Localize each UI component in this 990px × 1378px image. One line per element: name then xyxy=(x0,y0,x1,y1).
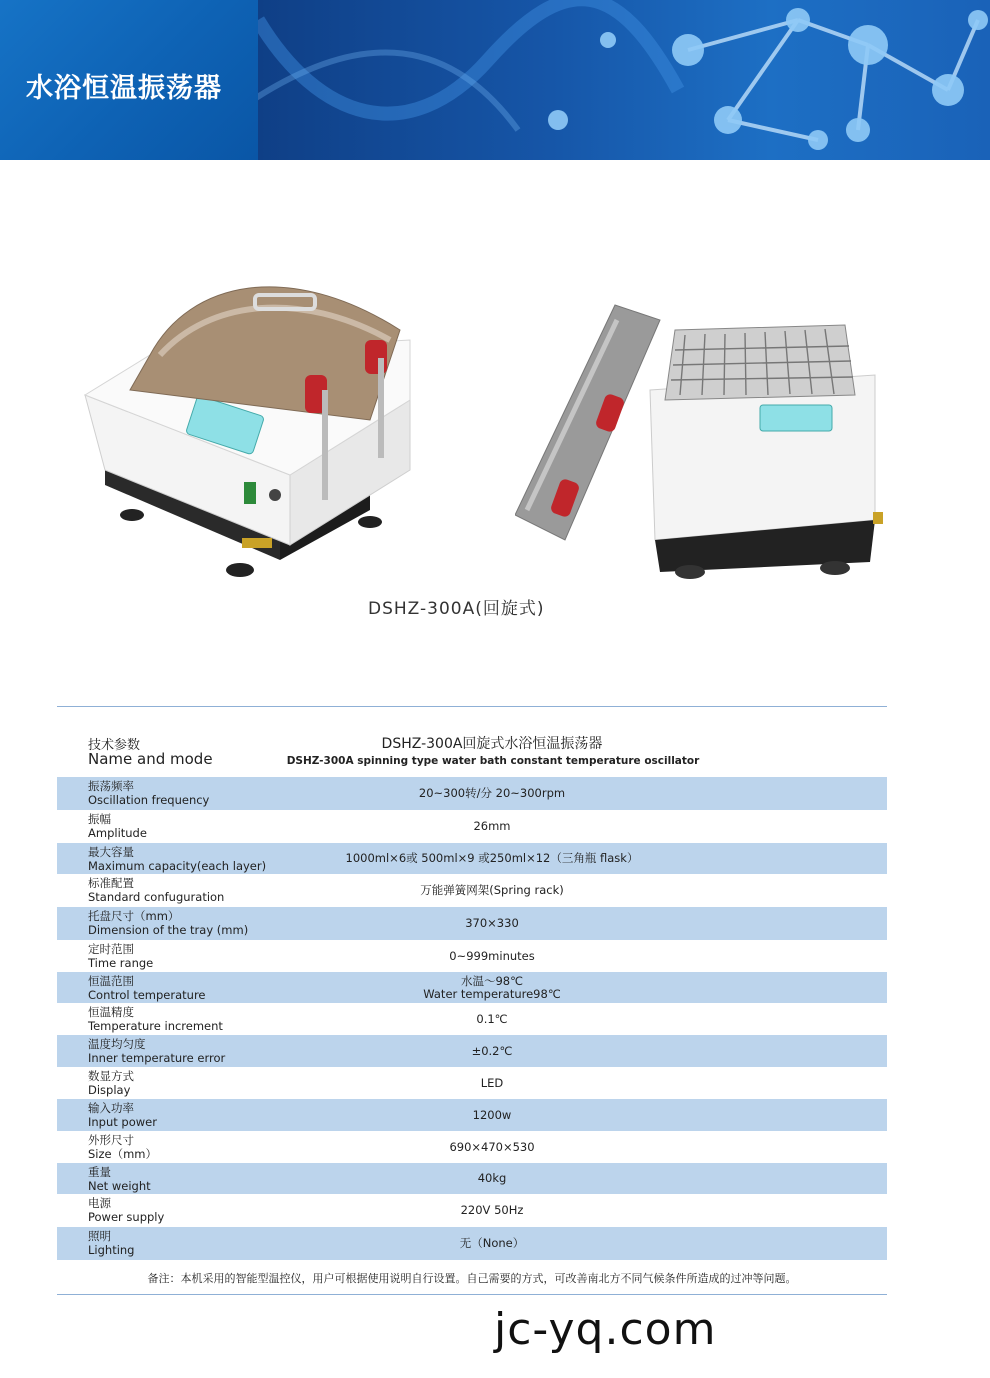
spec-header-label-cn: 技术参数 xyxy=(88,738,141,753)
spec-row-label: 外形尺寸 Size（mm） xyxy=(88,1133,158,1161)
spec-row-value: 40kg xyxy=(477,1171,507,1185)
spec-row-maximum-capacity xyxy=(57,843,887,874)
spec-row-label: 照明 Lighting xyxy=(88,1229,135,1257)
spec-row-label: 最大容量 Maximum capacity(each layer) xyxy=(88,845,267,873)
header-banner xyxy=(0,0,990,160)
table-bottom-rule xyxy=(57,1294,887,1295)
spec-row-value: 无（None） xyxy=(459,1236,525,1250)
spec-row-inner-temperature-error xyxy=(57,1035,887,1067)
product-photo-open xyxy=(515,300,905,590)
spec-row-value: 26mm xyxy=(473,819,511,833)
spec-row-label: 定时范围 Time range xyxy=(88,942,154,970)
spec-row-input-power xyxy=(57,1099,887,1131)
spec-row-oscillation-frequency xyxy=(57,777,887,810)
page-title: 水浴恒温振荡器 xyxy=(26,73,222,104)
spec-row-value: 水温～98℃ Water temperature98℃ xyxy=(423,973,561,1001)
spec-row-display xyxy=(57,1067,887,1099)
table-note: 备注：本机采用的智能型温控仪，用户可根据使用说明自行设置。自己需要的方式，可改善南北方不同气候条件所造成的过冲等问题。 xyxy=(147,1272,797,1285)
spec-table-title: DSHZ-300A回旋式水浴恒温振荡器 xyxy=(381,736,603,752)
spec-row-label: 输入功率 Input power xyxy=(88,1101,157,1129)
spec-table-subtitle: DSHZ-300A spinning type water bath constant temperature oscillator xyxy=(286,755,700,767)
spec-row-value: 1200w xyxy=(472,1107,512,1122)
spec-row-label: 标准配置 Standard confuguration xyxy=(88,876,225,904)
spec-row-tray-dimension xyxy=(57,907,887,940)
spec-row-value: 0~999minutes xyxy=(449,948,535,963)
spec-row-label: 振幅 Amplitude xyxy=(88,812,147,840)
spec-row-label: 振荡频率 Oscillation frequency xyxy=(88,779,210,807)
spec-row-label: 托盘尺寸（mm） Dimension of the tray (mm) xyxy=(88,909,249,937)
spec-row-value: 0.1℃ xyxy=(476,1011,508,1026)
spec-row-value: 220V 50Hz xyxy=(460,1203,524,1217)
spec-row-label: 温度均匀度 Inner temperature error xyxy=(88,1037,226,1065)
spec-row-standard-configuration xyxy=(57,874,887,907)
spec-row-time-range xyxy=(57,940,887,972)
spec-row-amplitude xyxy=(57,810,887,843)
spec-row-label: 重量 Net weight xyxy=(88,1165,151,1193)
spec-row-size xyxy=(57,1131,887,1163)
spec-row-power-supply xyxy=(57,1194,887,1227)
spec-row-value: 20~300转/分 20~300rpm xyxy=(418,786,566,800)
website-url: jc-yq.com xyxy=(494,1304,717,1355)
spec-table xyxy=(57,777,887,1260)
spec-row-label: 电源 Power supply xyxy=(88,1196,165,1224)
spec-row-label: 恒温精度 Temperature increment xyxy=(88,1005,223,1033)
spec-row-label: 恒温范围 Control temperature xyxy=(88,974,206,1002)
spec-row-value: LED xyxy=(480,1075,504,1090)
spec-row-value: 万能弹簧网架(Spring rack) xyxy=(420,883,564,897)
spec-row-temperature-increment xyxy=(57,1003,887,1035)
product-photo-front xyxy=(70,260,430,590)
spec-header-label-en: Name and mode xyxy=(88,750,213,768)
spec-row-label: 数显方式 Display xyxy=(88,1069,134,1097)
spec-row-value: 1000ml×6或 500ml×9 或250ml×12（三角瓶 flask） xyxy=(345,851,639,865)
spec-row-net-weight xyxy=(57,1163,887,1194)
spec-row-value: 690×470×530 xyxy=(449,1139,535,1154)
table-top-rule xyxy=(57,706,887,707)
spec-row-lighting xyxy=(57,1227,887,1260)
model-caption: DSHZ-300A(回旋式) xyxy=(368,599,545,619)
molecule-graphic xyxy=(258,0,990,160)
spec-row-value: 370×330 xyxy=(465,916,519,930)
spec-row-value: ±0.2℃ xyxy=(471,1043,513,1058)
spec-row-control-temperature xyxy=(57,972,887,1003)
